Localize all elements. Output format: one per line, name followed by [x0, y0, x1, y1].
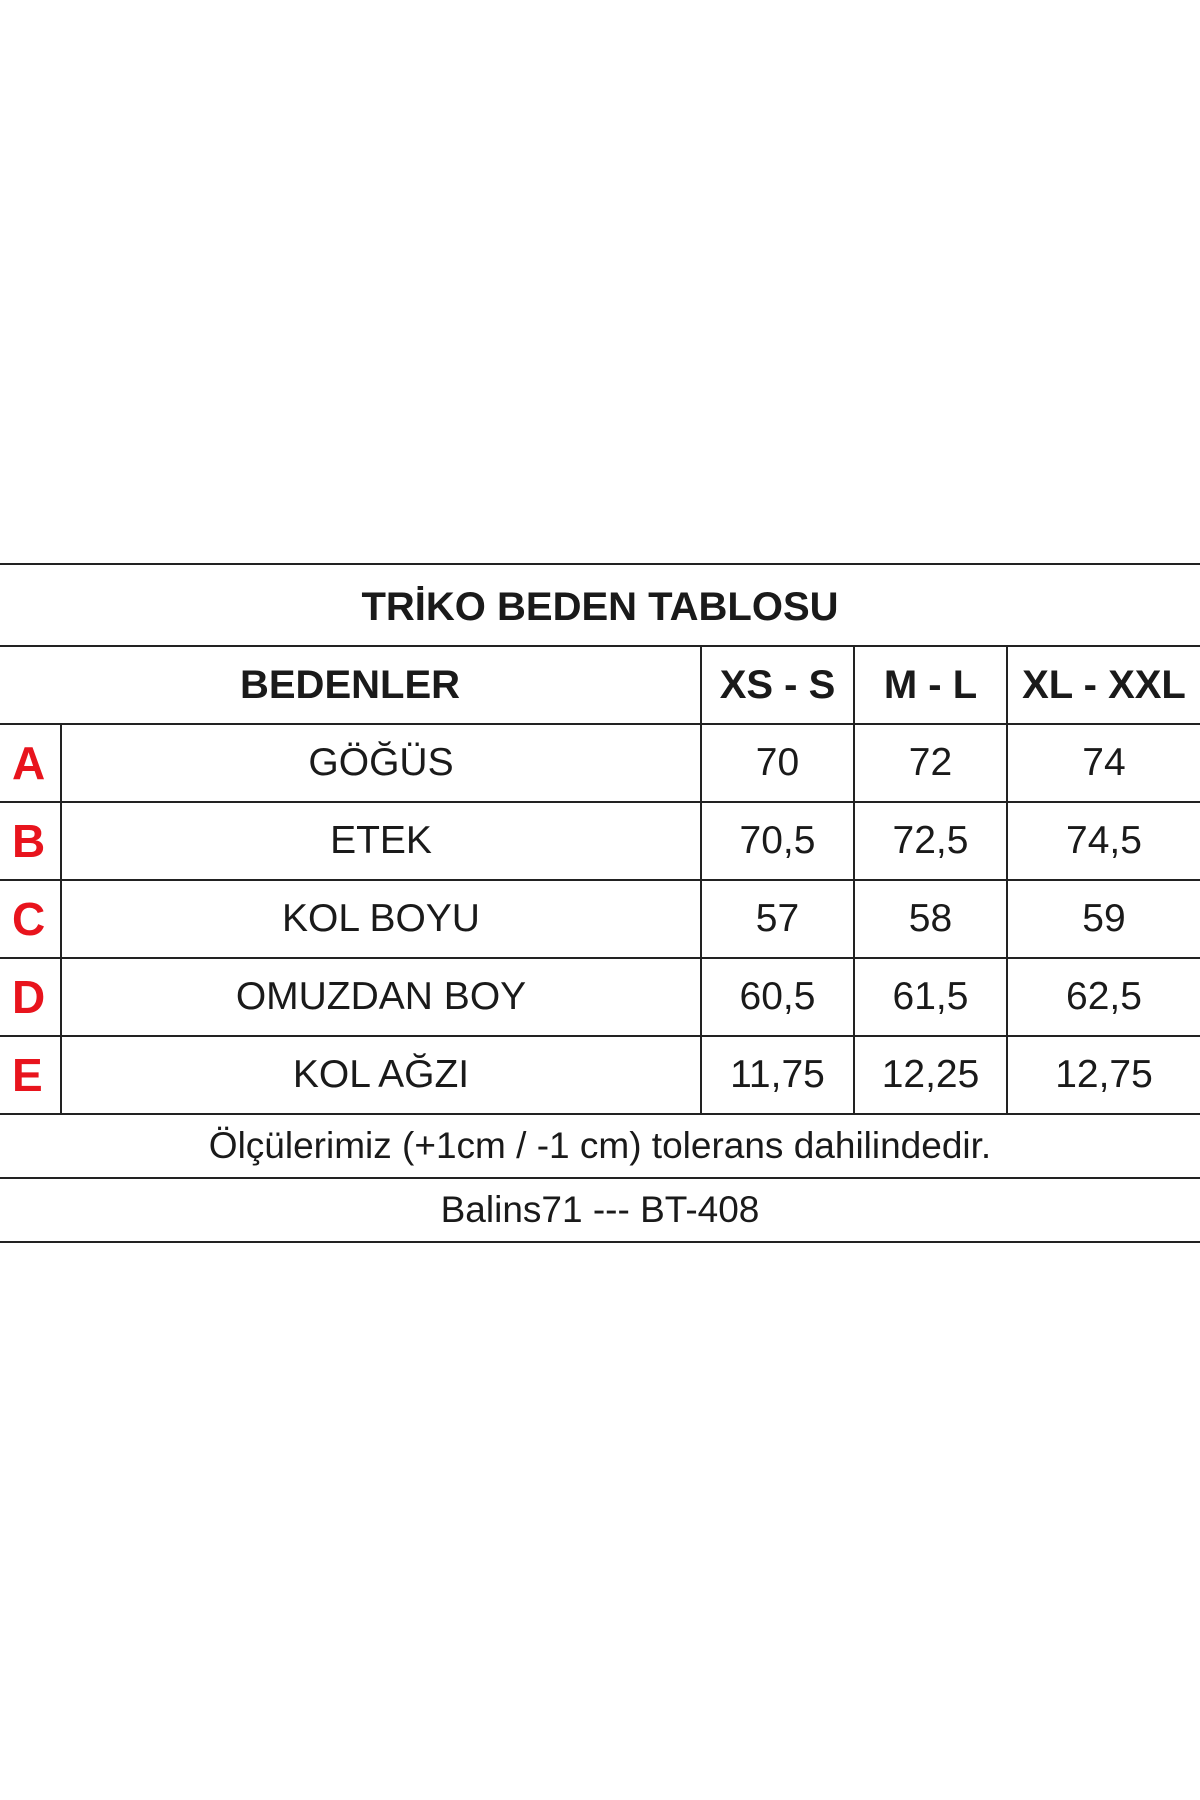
note-row: [0, 1114, 1200, 1178]
table-row: [0, 958, 1200, 1036]
row-measurement-name: KOL BOYU: [61, 880, 701, 958]
row-letter: B: [0, 802, 61, 880]
row-value: 12,75: [1007, 1036, 1200, 1114]
header-label: BEDENLER: [0, 646, 701, 724]
table-row: [0, 880, 1200, 958]
table-row: [0, 724, 1200, 802]
row-value: 60,5: [701, 958, 854, 1036]
row-measurement-name: OMUZDAN BOY: [61, 958, 701, 1036]
row-value: 74: [1007, 724, 1200, 802]
row-letter: E: [0, 1036, 61, 1114]
table-row: [0, 1036, 1200, 1114]
row-value: 61,5: [854, 958, 1007, 1036]
size-header-2: M - L: [854, 646, 1007, 724]
row-letter: A: [0, 724, 61, 802]
size-chart-table: [0, 563, 1200, 1243]
row-value: 57: [701, 880, 854, 958]
row-value: 58: [854, 880, 1007, 958]
size-header-3: XL - XXL: [1007, 646, 1200, 724]
row-measurement-name: GÖĞÜS: [61, 724, 701, 802]
row-value: 62,5: [1007, 958, 1200, 1036]
tolerance-note: Ölçülerimiz (+1cm / -1 cm) tolerans dahilindedir.: [0, 1114, 1200, 1178]
row-value: 72,5: [854, 802, 1007, 880]
row-value: 74,5: [1007, 802, 1200, 880]
row-letter: C: [0, 880, 61, 958]
row-value: 70: [701, 724, 854, 802]
code-row: [0, 1178, 1200, 1242]
table-title: TRİKO BEDEN TABLOSU: [0, 564, 1200, 646]
row-letter: D: [0, 958, 61, 1036]
row-value: 70,5: [701, 802, 854, 880]
header-row: [0, 646, 1200, 724]
table-row: [0, 802, 1200, 880]
row-value: 11,75: [701, 1036, 854, 1114]
row-measurement-name: KOL AĞZI: [61, 1036, 701, 1114]
row-value: 59: [1007, 880, 1200, 958]
row-value: 12,25: [854, 1036, 1007, 1114]
row-value: 72: [854, 724, 1007, 802]
product-code: Balins71 --- BT-408: [0, 1178, 1200, 1242]
row-measurement-name: ETEK: [61, 802, 701, 880]
title-row: [0, 564, 1200, 646]
size-header-1: XS - S: [701, 646, 854, 724]
